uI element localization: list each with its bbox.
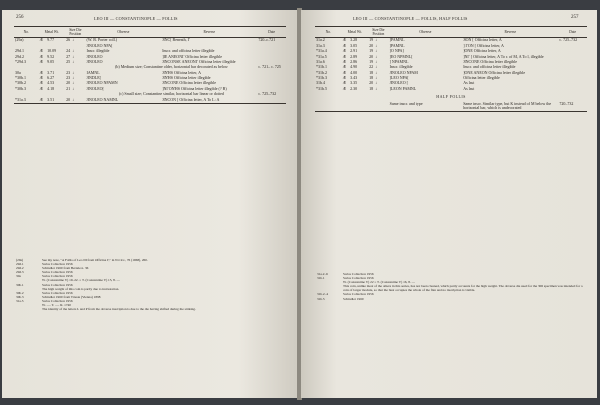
- size-die-cell: [65, 97, 85, 103]
- footnotes-left: [16, 258, 282, 311]
- coin-number: *30b.3: [15, 85, 26, 91]
- table-row: [315, 92, 587, 102]
- obverse-cell: ]EO NPMNL[: [389, 53, 413, 59]
- obverse-cell: ƎNOLEO NPAM: [389, 69, 418, 75]
- metal: Æ: [342, 69, 347, 75]
- reverse-cell: ƎΝΉS Officina letter illegible: [162, 75, 211, 81]
- reverse-cell: ]ONE ANEΟΝ Officina letter illegible: [463, 69, 526, 75]
- metal: Æ: [39, 69, 44, 75]
- date-cell: 720–c.721: [258, 37, 276, 43]
- die-position: ↓: [72, 58, 75, 64]
- reverse-cell: ]NΓΟΝΉS Officina letter illegible (? B): [162, 85, 227, 91]
- col-date: Date: [257, 27, 286, 38]
- die-position: ↓: [375, 85, 378, 91]
- reverse-cell: ƎΝΉS Officina letter, A: [162, 69, 201, 75]
- obverse-cell: ƎNOLEO NPAMΝ: [86, 80, 118, 86]
- right-page: [301, 10, 597, 398]
- metal: Æ: [39, 48, 44, 54]
- die-position: ↓: [72, 80, 75, 86]
- obverse-cell: Same inscr. and type: [389, 101, 463, 111]
- col-metal-wt: Metal Wt.: [342, 27, 369, 38]
- footnote-text: Swiss Collection 1956: [343, 272, 374, 276]
- die-position: ↓: [72, 96, 75, 102]
- weight: 9.52: [47, 53, 55, 59]
- reverse-cell: Inscr. and officina letter illegible: [162, 48, 215, 54]
- reverse-cell: Officina letter illegible: [463, 75, 500, 81]
- weight: 2.89: [350, 53, 358, 59]
- die-position: ↓: [72, 37, 75, 43]
- footnote-key: 31b.5: [317, 296, 325, 301]
- obverse-cell: (W. B. Porter coll.): [86, 37, 118, 43]
- reverse-cell: Same inscr. Similar type, but K instead of M below the horizontal bar, which is undecorated: [462, 101, 558, 111]
- footnote-key: 29d.2: [16, 266, 24, 271]
- table-body-left: [14, 38, 286, 104]
- size: 18: [369, 75, 374, 81]
- coin-number: *31b.5: [316, 85, 327, 91]
- footnote-key: 29d.3: [16, 270, 24, 275]
- die-position: ↓: [72, 69, 75, 75]
- die-position: ↓: [375, 80, 378, 86]
- table-body-right: [315, 38, 587, 112]
- obverse-cell: ƎNOLEO NAMNL: [86, 97, 162, 103]
- footnote-key: 30b.2: [16, 290, 24, 295]
- weight: 4.53: [47, 80, 55, 86]
- footnote-key: 31a.2–6: [317, 272, 328, 276]
- metal: Æ: [39, 58, 44, 64]
- weight: 4.00: [350, 69, 358, 75]
- size: 19: [369, 37, 374, 43]
- col-no: No.: [14, 27, 39, 38]
- coin-number: *29d.3: [15, 58, 26, 64]
- date-cell: c. 725–732: [559, 37, 578, 43]
- footnote-text: Schindler 1960 from Bertele n. 36: [42, 266, 89, 271]
- obverse-cell: ΙΑΜΝL: [86, 69, 100, 75]
- subsection-heading: (b) Medium size; Constantine older, horizontal bar decorated as below: [115, 64, 228, 70]
- coin-number: (29a): [15, 37, 24, 43]
- reverse-cell: ƎON [ Officina letter, A: [463, 37, 502, 43]
- obverse-cell: ]PAMNL: [389, 37, 405, 43]
- coin-number: 31a.6: [316, 58, 325, 64]
- footnote-key: [317, 284, 343, 292]
- footnote-text: Swiss Collection 1956: [343, 292, 374, 297]
- obverse-cell: ]LEON PAMNL: [389, 85, 417, 91]
- size: 27: [66, 53, 71, 59]
- obverse-cell: Inscr. illegible: [389, 64, 413, 70]
- subsection-heading: (c) Small size; Constantine similar, horizontal bar linear or dotted: [118, 91, 224, 97]
- size: 21: [66, 85, 71, 91]
- coin-number: *31b.1: [316, 64, 327, 70]
- date-cell: 720–732: [558, 101, 587, 111]
- page-number-right: 257: [571, 15, 579, 20]
- left-page: [2, 10, 298, 398]
- reverse-cell: ƎNCONSE ΑΝΕΟΝΓ Officina letter illegible: [162, 58, 236, 64]
- metal: Æ: [39, 37, 44, 43]
- footnote: [317, 297, 583, 301]
- obverse-cell: ]PAMNL: [389, 42, 405, 48]
- coin-number: *31a.3: [14, 97, 39, 103]
- reverse-cell: ƎNC[ Beneath, Γ: [162, 37, 190, 43]
- table-header-row: [315, 27, 587, 38]
- weight: 9.77: [47, 37, 55, 43]
- obverse-cell: ]O NPA]: [389, 48, 404, 54]
- die-position: ↓: [375, 75, 378, 81]
- coin-number: 31b.4: [316, 80, 325, 86]
- footnote-text: Swiss Collection 1956: [42, 270, 73, 275]
- col-reverse: Reverse: [161, 27, 257, 38]
- footnote-key: 30b.3: [16, 294, 24, 299]
- footnote-text: Swiss Collection 1956: [42, 298, 73, 303]
- date-cell: c. 721– c. 725: [258, 64, 281, 70]
- weight: 4.18: [47, 85, 55, 91]
- metal: Æ: [342, 58, 347, 64]
- weight: 4.90: [350, 64, 358, 70]
- footnote-key: 31b.2–4: [317, 292, 329, 297]
- page-number-left: 256: [16, 15, 24, 20]
- footnote-key: 29d.1: [16, 262, 24, 267]
- size: 23: [66, 75, 71, 81]
- weight: 9.05: [47, 58, 55, 64]
- size: 18: [369, 85, 374, 91]
- size: 25: [66, 58, 71, 64]
- col-date: Date: [558, 27, 587, 38]
- metal: Æ: [342, 64, 347, 70]
- running-head-right: LEO III — CONSTANTINOPLE — FOLLIS, HALF FOLLIS: [353, 16, 468, 21]
- size: 26: [66, 37, 71, 43]
- die-position: ↓: [375, 37, 378, 43]
- col-size-die: Size Die Position: [65, 27, 85, 38]
- footnote-text: Schindler 1960: [343, 296, 364, 301]
- reverse-cell: ]NΓ [ Officina letter, A To r. of M, A To l, illegible: [463, 53, 544, 59]
- size: 20: [66, 96, 71, 102]
- footnote-text: See my note, "A Follis of Leo III from Officina Γ," in N.Circ., 76 (1968), 260.: [42, 258, 148, 262]
- date-cell: [257, 97, 286, 103]
- metal: Æ: [342, 80, 347, 86]
- reverse-cell: ]IE ANEOΝΓ Officina letter illegible: [162, 53, 222, 59]
- die-position: ↓: [72, 75, 75, 81]
- coin-number: 31a.3: [316, 42, 325, 48]
- reverse-cell: ƎNCONE Officina letter illegible: [463, 58, 518, 64]
- footnote-text: Swiss Collection 1956: [42, 262, 73, 267]
- metal-weight-cell: [342, 101, 369, 111]
- size: 22: [369, 64, 374, 70]
- coin-number: 31a.2: [316, 37, 325, 43]
- size: 18: [369, 69, 374, 75]
- footnote-text: The high weight of this coin is partly due to incrustation.: [42, 286, 120, 291]
- obverse-cell: ƎNOLEO NPA[: [86, 42, 113, 48]
- footnote-text: Swiss Collection 1956: [42, 274, 73, 279]
- coin-number: *31a.4: [316, 48, 327, 54]
- weight: 3.51: [47, 96, 55, 102]
- die-position: ↓: [375, 64, 378, 70]
- footnotes-right: [317, 272, 583, 301]
- weight: 3.28: [350, 37, 358, 43]
- col-reverse: Reverse: [462, 27, 558, 38]
- die-position: ↓: [72, 48, 75, 54]
- obverse-cell: ƎNOLEO: [86, 58, 103, 64]
- footnote-key: 30a: [16, 274, 21, 279]
- metal: Æ: [39, 96, 44, 102]
- metal-weight-cell: [39, 97, 66, 103]
- metal: Æ: [39, 85, 44, 91]
- reverse-cell: ]ONE Officina letter, A: [463, 48, 501, 54]
- footnote-key: [16, 307, 42, 311]
- obverse-cell: ƎNOLEO: [86, 53, 103, 59]
- obverse-cell: ƎNOLEO[: [86, 85, 104, 91]
- footnote-text: Schindler 1960 from Trieste (Vienna) 1898: [42, 294, 101, 299]
- size: 23: [66, 69, 71, 75]
- size: 20: [369, 53, 374, 59]
- coin-number: 29d.1: [15, 48, 24, 54]
- die-position: ↓: [375, 53, 378, 59]
- footnote-text: W. (Constantine V) 19–22. = T. (Constantine V) 15, 8. —: [42, 278, 120, 283]
- weight: 10.09: [47, 48, 57, 54]
- footnote-text: This coin, unlike most of the others in this series, has not been cleaned, which partly accounts for the high weight. The obverse die used for the 306 specimen was intended for a coin of larger module, so that the bust occupies the whole of the flan and no inscription is visible.: [343, 284, 583, 293]
- die-position: ↓: [375, 58, 378, 64]
- footnote-key: 31b.1: [317, 276, 325, 281]
- footnote-key: 31a.3: [16, 298, 24, 303]
- coin-number: 29d.2: [15, 53, 24, 59]
- weight: 3.71: [47, 69, 55, 75]
- obverse-cell: ƎNOLEO [: [389, 80, 408, 86]
- die-position: ↓: [375, 69, 378, 75]
- coin-table-right: [315, 26, 587, 112]
- size: 20: [369, 80, 374, 86]
- obverse-cell: Inscr. illegible: [86, 48, 110, 54]
- metal: Æ: [39, 75, 44, 81]
- reverse-cell: ] ΓΟΝ [ Officina letter, A: [463, 42, 504, 48]
- weight: 2.30: [350, 85, 358, 91]
- footnote-text: W. —. T. —. R. 1740: [42, 303, 71, 308]
- size: 19: [369, 48, 374, 54]
- table-row: [315, 101, 587, 111]
- metal: Æ: [342, 53, 347, 59]
- footnote-text: Swiss Collection 1956: [42, 282, 73, 287]
- coin-number: *31a.5: [316, 53, 327, 59]
- reverse-cell: Inscr. and officina letter illegible: [463, 64, 516, 70]
- weight: 2.86: [350, 58, 358, 64]
- reverse-cell: ƎNCONE Officina letter illegible: [162, 80, 217, 86]
- size: 20: [66, 80, 71, 86]
- running-head-left: LEO III — CONSTANTINOPLE — FOLLIS: [94, 16, 178, 21]
- coin-number: [315, 101, 342, 111]
- coin-table-left: [14, 26, 286, 104]
- metal: Æ: [342, 85, 347, 91]
- coin-number: *30b.1: [15, 75, 26, 81]
- die-position: ↓: [72, 53, 75, 59]
- footnote-text: Swiss Collection 1956: [343, 276, 374, 281]
- weight: 3.35: [350, 80, 358, 86]
- metal: Æ: [39, 80, 44, 86]
- reverse-cell: ƎNCON [ Officina letter, A To L: A: [161, 97, 257, 103]
- metal: Æ: [342, 48, 347, 54]
- size: 24: [66, 48, 71, 54]
- col-obverse: Obverse: [389, 27, 463, 38]
- footnote-text: Swiss Collection 1956: [42, 290, 73, 295]
- table-header-row: [14, 27, 286, 38]
- obverse-cell: ƎNDLE[: [86, 75, 101, 81]
- footnote: [317, 284, 583, 292]
- metal: Æ: [39, 53, 44, 59]
- table-row: [14, 97, 286, 103]
- footnote-key: (29a): [16, 258, 24, 262]
- size-die-cell: [368, 101, 388, 111]
- die-position: ↓: [72, 85, 75, 91]
- weight: 2.91: [350, 48, 358, 54]
- coin-number: *30b.2: [15, 80, 26, 86]
- obverse-cell: ] NPAMNL: [389, 58, 409, 64]
- die-position: ↓: [375, 42, 378, 48]
- reverse-cell: As last: [463, 85, 475, 91]
- weight: 3.05: [350, 42, 358, 48]
- footnote-text: The identity of the letters L and P from the obverse inscription is due to the die having shifted during the striking.: [42, 307, 196, 312]
- coin-number: *31b.2: [316, 69, 327, 75]
- obverse-cell: ]LEO ΝΡΑ[: [389, 75, 409, 81]
- size: 19: [369, 58, 374, 64]
- col-no: No.: [315, 27, 342, 38]
- footnote-text: W. (Constantine V) 22 = T. (Constantine V) 16, 8. —: [343, 280, 415, 285]
- coin-number: 30a: [15, 69, 21, 75]
- coin-number: *31b.3: [316, 75, 327, 81]
- date-cell: c. 725–732: [258, 91, 277, 97]
- weight: 3.43: [350, 75, 358, 81]
- footnote-key: 30b.1: [16, 282, 24, 287]
- metal: Æ: [342, 37, 347, 43]
- col-size-die: Size Die Position: [368, 27, 388, 38]
- metal: Æ: [342, 42, 347, 48]
- section-heading: HALF FOLLIS: [436, 93, 466, 99]
- metal: Æ: [342, 75, 347, 81]
- col-metal-wt: Metal Wt.: [39, 27, 66, 38]
- col-obverse: Obverse: [86, 27, 162, 38]
- size: 20: [369, 42, 374, 48]
- die-position: ↓: [375, 48, 378, 54]
- weight: 6.27: [47, 75, 55, 81]
- footnote: [16, 307, 282, 311]
- reverse-cell: As last: [463, 80, 475, 86]
